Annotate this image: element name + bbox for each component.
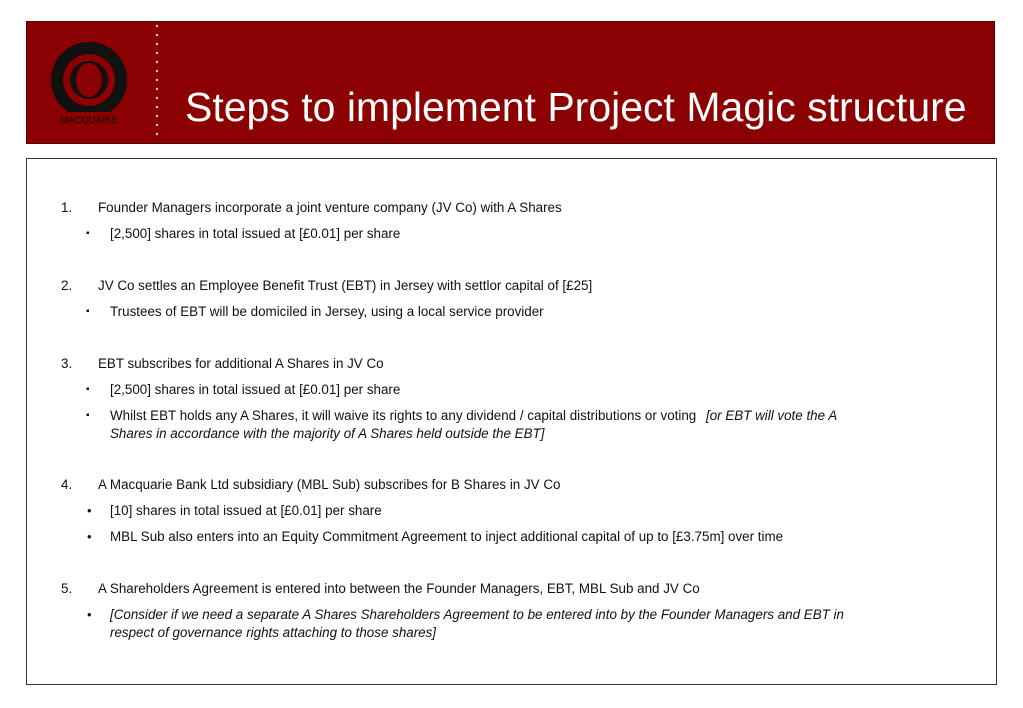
step-number: 5. [61,581,73,596]
bullet-italic-note-cont: respect of governance rights attaching to those shares] [110,625,437,640]
step-2-bullet-1 [86,303,930,321]
round-bullet-icon: • [87,607,92,622]
step-text: EBT subscribes for additional A Shares in JV Co [98,356,384,371]
step-text: A Macquarie Bank Ltd subsidiary (MBL Sub) subscribes for B Shares in JV Co [98,477,561,492]
step-5-bullet-1 [87,606,930,642]
bullet-text: Whilst EBT holds any A Shares, it will waive its rights to any dividend / capital distributions or voting [110,408,697,423]
step-number: 3. [61,356,73,371]
step-number: 4. [61,477,73,492]
content-box [26,158,997,685]
logo-text: MACQUARIE [60,115,118,126]
round-bullet-icon: • [87,503,92,518]
square-bullet-icon: ▪ [86,228,90,239]
step-3-bullet-2 [86,407,930,443]
bullet-text: MBL Sub also enters into an Equity Commitment Agreement to inject additional capital of up to [£3.75m] over time [110,529,784,544]
step-text: A Shareholders Agreement is entered into between the Founder Managers, EBT, MBL Sub and JV Co [98,581,700,596]
step-number: 1. [61,200,73,215]
macquarie-logo [49,36,129,126]
bullet-text: [2,500] shares in total issued at [£0.01] per share [110,226,401,241]
slide-header [26,21,995,144]
page-title: Steps to implement Project Magic structure [185,84,967,130]
dotted-divider [155,22,159,145]
square-bullet-icon: ▪ [86,306,90,317]
step-4-bullet-2 [87,528,930,546]
round-bullet-icon: • [87,529,92,544]
square-bullet-icon: ▪ [86,384,90,395]
bullet-text: [10] shares in total issued at [£0.01] per share [110,503,382,518]
bullet-text: Trustees of EBT will be domiciled in Jersey, using a local service provider [110,304,544,319]
step-number: 2. [61,278,73,293]
bullet-italic-note: [Consider if we need a separate A Shares Shareholders Agreement to be entered into by the Founder Managers and EBT in [110,607,844,622]
step-text: JV Co settles an Employee Benefit Trust (EBT) in Jersey with settlor capital of [£25] [98,278,593,293]
step-1-bullet-1 [86,225,930,243]
step-3-bullet-1 [86,381,930,399]
step-4-bullet-1 [87,502,930,520]
square-bullet-icon: ▪ [86,410,90,421]
bullet-italic-note-cont: Shares in accordance with the majority of A Shares held outside the EBT] [110,426,545,441]
step-text: Founder Managers incorporate a joint venture company (JV Co) with A Shares [98,200,562,215]
bullet-text: [2,500] shares in total issued at [£0.01] per share [110,382,401,397]
bullet-italic-note: [or EBT will vote the A [705,408,838,423]
